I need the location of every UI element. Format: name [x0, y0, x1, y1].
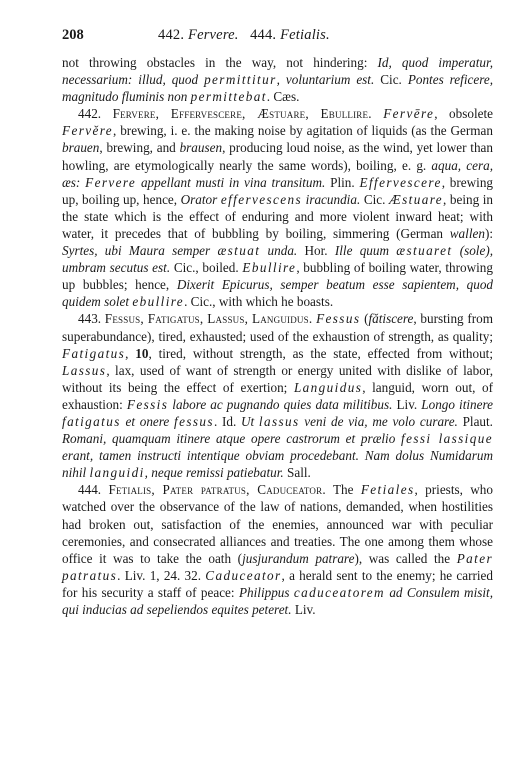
text-run: fătiscere [368, 311, 414, 327]
text-run: Pontes reficere, magnitudo fluminis non [62, 72, 493, 105]
text-run: Orator [180, 191, 221, 207]
text-run: , being in the state which is the effect of enduring and more violent inward heat; with water, it precedes that of bubbling by boiling, simmering (German [62, 191, 493, 241]
text-run: Fessus [316, 311, 361, 327]
text-run: Caduceator [205, 567, 282, 583]
text-run: Plaut. [457, 413, 493, 429]
text-run: Effervescere [359, 174, 442, 190]
text-run: , languid, worn out, of exhaustion: [62, 379, 493, 412]
text-run: , obsolete [434, 106, 493, 122]
text-run: effervescens [220, 191, 303, 207]
section-b-number: 444. [250, 27, 277, 43]
text-run: æstuat [217, 243, 261, 259]
text-run: Longo itinere [421, 396, 493, 412]
text-run: 443. [78, 311, 105, 327]
running-head-title [158, 26, 330, 44]
text-run: Fatigatus [62, 345, 126, 361]
text-run: ): [484, 225, 493, 241]
text-run: Fervĕre [62, 123, 114, 139]
text-run: , lax, used of want of strength or energy united with dislike of labor, without its being the effect of exertion; [62, 362, 493, 395]
text-run: , bubbling of boiling water, throwing up bubbles; hence, [62, 260, 493, 293]
text-run: fatigatus [62, 413, 121, 429]
text-run: 10 [135, 345, 149, 361]
running-header [62, 26, 493, 44]
text-run: , tired, without strength, as the state, effected from without; [148, 345, 494, 361]
section-b-title: Fetialis. [280, 27, 330, 43]
text-run: . Cic., with which he boasts. [184, 294, 334, 310]
text-run: Romani, quamquam itinere atque opere castrorum et prælio [62, 431, 402, 447]
entry-443 [62, 310, 493, 481]
text-run: brauen [62, 140, 100, 156]
text-run: Æstuare [389, 191, 444, 207]
text-run: Syrtes, ubi Maura semper [62, 243, 218, 259]
text-run: , brewing up, boiling up, hence, [62, 174, 494, 207]
text-run: , voluntarium est. [276, 72, 375, 88]
text-run: labore ac pugnando quies data militibus. [168, 396, 393, 412]
text-run: Cic. [360, 191, 389, 207]
page-number: 208 [62, 27, 84, 43]
text-run: Fetiales [360, 482, 415, 498]
entry-442 [62, 105, 493, 310]
text-run: , brewing, i. e. the making noise by agitation of liquids (as the German [113, 123, 493, 139]
text-run: , bursting from superabundance), tired, exhausted; used of the exhaustion of strength, as quality; [62, 311, 493, 344]
text-run: The [325, 482, 361, 498]
text-run: Ille quum [334, 243, 397, 259]
text-run: Pater patratus [62, 550, 493, 583]
text-run: Lassus [62, 362, 107, 378]
text-run: iracundia. [302, 191, 361, 207]
text-run: not throwing obstacles in the way, not hindering: [62, 55, 378, 70]
text-run: , neque remissi patiebatur. [144, 465, 284, 481]
text-run: ), was called the [354, 550, 457, 566]
text-run: appellant musti in vina transitum. [136, 174, 326, 190]
text-run [372, 106, 384, 121]
text-run: ( [360, 311, 369, 327]
text-run: Languidus [293, 379, 363, 395]
continuation-paragraph [62, 54, 493, 105]
text-run: , a herald sent to the enemy; he carried for his security a staff of peace: [62, 567, 493, 600]
text-run: , brewing, and [99, 140, 180, 156]
text-run: et onere [120, 413, 175, 429]
text-run: veni de via, me volo curare. [299, 413, 458, 429]
text-run: . Id. [213, 413, 241, 429]
text-run: Fervere, Effervescere, Æstuare, Ebullire. [112, 106, 372, 122]
text-run: . Cæs. [266, 89, 300, 105]
text-run: Fessus, Fatigatus, Lassus, Languidus. [104, 311, 313, 327]
text-run: . Liv. 1, 24. 32. [117, 567, 206, 583]
text-run: unda. [260, 243, 298, 259]
text-run: ad Consulem misit, qui inducias ad sepeliendos equites peteret. [62, 584, 493, 617]
text-run: 442. [78, 106, 113, 122]
section-a-number: 442. [158, 27, 185, 43]
text-run: 444. [78, 482, 109, 498]
page-body [62, 54, 493, 618]
text-run: (sole), umbram secutus est. [62, 243, 494, 276]
text-run: Ebullire [242, 260, 297, 276]
text-run: , priests, who watched over the observance of the law of nations, demanded, when hostilities had broken out, satisfaction of the enemies, announced war with peculiar ceremonies, and consecrated alliances and treaties. The one among them whose office it was to take the oath ( [62, 482, 493, 566]
text-run: Plin. [325, 174, 360, 190]
text-run: Ut [241, 413, 259, 429]
text-run: Sall. [283, 465, 311, 481]
text-run: æstuaret [396, 243, 453, 259]
text-run: Philippus [238, 584, 294, 600]
text-run: Fessis [126, 396, 169, 412]
text-run: permittebat [190, 89, 267, 105]
text-run: Liv. [291, 602, 316, 617]
entry-444 [62, 481, 493, 618]
text-run: ebullire [132, 294, 185, 310]
text-run: aqua, cera, æs: [62, 157, 493, 190]
text-run: lassus [258, 413, 300, 429]
text-run: Fetialis, Pater patratus, Caduceator. [108, 482, 326, 498]
text-run: Liv. [392, 396, 422, 412]
section-a-title: Fervere. [188, 27, 239, 43]
text-run: brausen [179, 140, 223, 156]
text-run: Nam dolus Numidarum nihil [62, 448, 493, 481]
text-run: fessi lassique [401, 431, 493, 447]
text-run: , [125, 345, 136, 361]
text-run: Cic., boiled. [170, 260, 243, 276]
text-run: languidi [89, 465, 145, 481]
text-run: Id, quod imperatur, necessarium: illud, quod [62, 55, 493, 88]
text-run: erant, tamen instructi intentique obviam procedebant. [62, 448, 359, 464]
text-run: caduceatorem [293, 584, 385, 600]
text-run: Fervēre [383, 106, 435, 122]
text-run: Hor. [297, 243, 335, 259]
text-run: fessus [174, 413, 214, 429]
text-run: wallen [449, 225, 485, 241]
text-run: jusjurandum patrare [242, 550, 355, 566]
text-run: Dixerit Epicurus, semper beatum esse sapientem, quod quidem solet [62, 277, 494, 310]
text-run: , producing loud noise, as the wind, yet lower than howling, are etymologically nearly the same words), boiling, e. g. [62, 140, 493, 173]
text-run: Fervere [85, 174, 137, 190]
text-run: Cic. [374, 72, 408, 88]
text-run: permittitur [204, 72, 277, 88]
